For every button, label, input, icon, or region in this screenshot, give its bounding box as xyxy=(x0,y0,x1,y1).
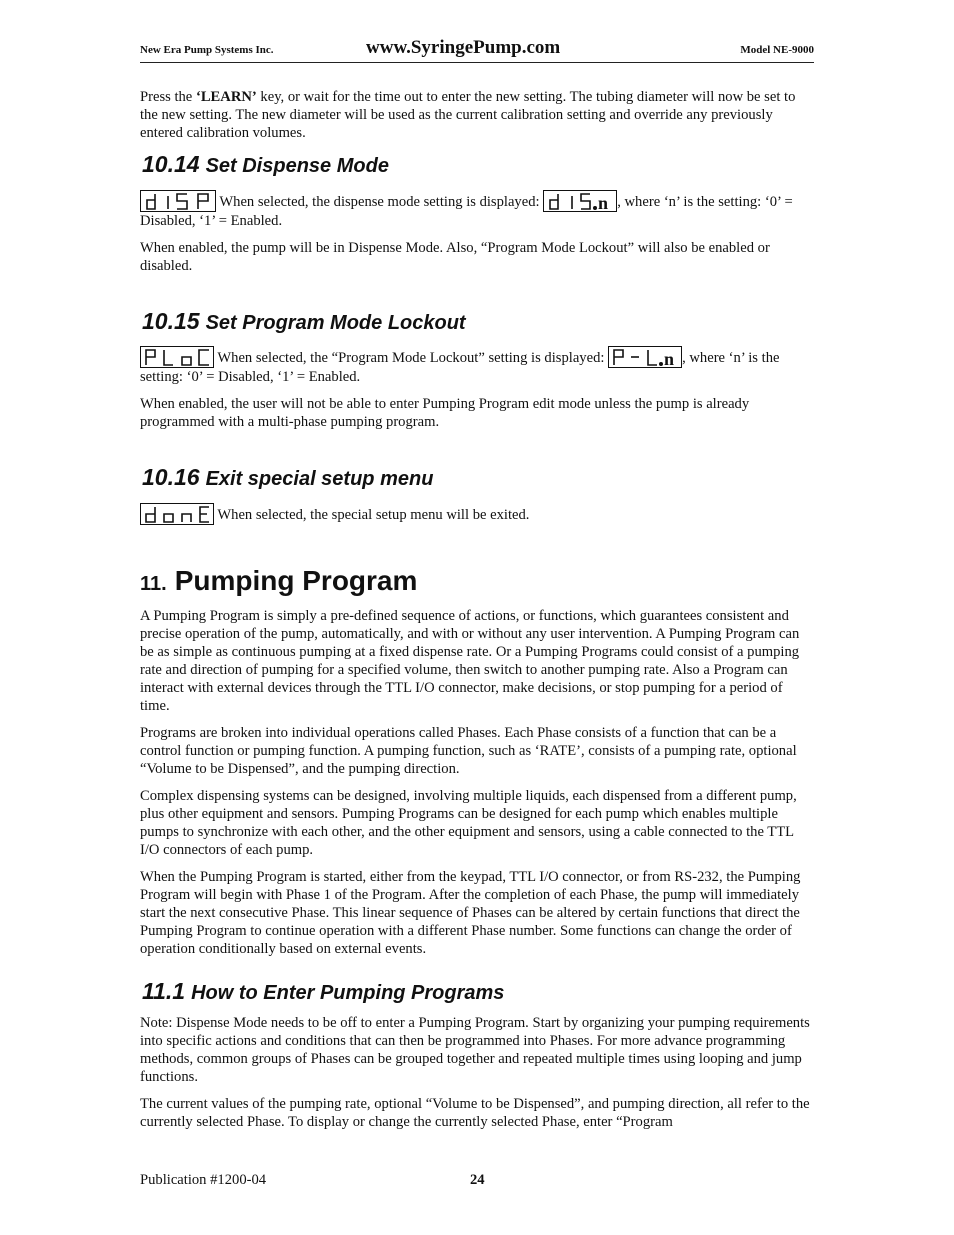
section-number: 10.14 xyxy=(142,151,200,177)
section-number: 11.1 xyxy=(142,978,186,1004)
lockout-line-a: When selected, the “Program Mode Lockout” setting is displayed: xyxy=(214,350,609,366)
pp-paragraph-2: Programs are broken into individual operations called Phases. Each Phase consists of a function that can be a control function or pumping function. A pumping function, such as ‘RATE’, consists of a pumping rate, optional “Volume to be Dispensed”, and the pumping direction. xyxy=(140,725,797,777)
enter-paragraph-1: Note: Dispense Mode needs to be off to enter a Pumping Program. Start by organizing your pumping requirements into specific actions and conditions that can then be programmed into Phases. For more advance programming methods, common groups of Phases can be grouped together and repeated multiple times using looping and jump functions. xyxy=(140,1015,810,1085)
dispense-mode-paragraph: When enabled, the pump will be in Dispense Mode. Also, “Program Mode Lockout” will also be enabled or disabled. xyxy=(140,240,770,274)
lockout-desc xyxy=(140,346,814,431)
svg-text:n: n xyxy=(598,193,609,211)
heading-10-15 xyxy=(142,308,466,335)
chapter-number: 11. xyxy=(140,573,167,595)
lockout-paragraph: When enabled, the user will not be able to enter Pumping Program edit mode unless the pump is already programmed with a multi-phase pumping program. xyxy=(140,396,750,430)
svg-text:n: n xyxy=(664,349,675,367)
page-number: 24 xyxy=(470,1172,485,1188)
pp-paragraph-1: A Pumping Program is simply a pre-defined sequence of actions, or functions, which guarantees consistent and precise operation of the pump, automatically, and with or without any user intervention. A Pumping Program can be as simple as continuous pumping at a fixed dispense rate. Or a Pumping Programs could consist of a pumping rate and direction of pumping for a specified volume, then switch to another pumping rate. Also a Program can interact with external devices through the TTL I/O connector, make decisions, or stop pumping for a period of time. xyxy=(140,608,800,714)
lockout-line-b: , where ‘n’ is the setting: ‘0’ = Disabled, ‘1’ = Enabled. xyxy=(140,350,780,385)
exit-desc xyxy=(140,503,814,525)
pp-paragraph-3: Complex dispensing systems can be designed, involving multiple liquids, each dispensed from a different pump, plus other equipment and sensors. Pumping Programs can be designed for each pump which enables multiple pumps to synchronize with each other, and the other equipment and sensors, using a cable connected to the TTL I/O connectors of each pump. xyxy=(140,788,797,858)
chapter-title: Pumping Program xyxy=(174,565,418,596)
pp-paragraph-4: When the Pumping Program is started, either from the keypad, TTL I/O connector, or from RS-232, the Pumping Program will begin with Phase 1 of the Program. After the completion of each Phase, the pump will immediately start the next consecutive Phase. This linear sequence of Phases can be altered by certain functions that direct the Pumping Program to continue operation with a different Phase number. Some functions can change the order of operation conditionally based on external events. xyxy=(140,869,801,957)
section-number: 10.16 xyxy=(142,464,200,490)
dispense-line-b: , where ‘n’ is the setting: ‘0’ = Disabled, ‘1’ = Enabled. xyxy=(140,194,793,229)
lcd-ploc-display xyxy=(140,346,214,368)
section-title: Exit special setup menu xyxy=(205,468,434,490)
page-header xyxy=(140,38,814,63)
exit-line: When selected, the special setup menu will be exited. xyxy=(214,507,530,523)
dispense-mode-desc xyxy=(140,190,814,275)
section-title: Set Dispense Mode xyxy=(205,155,389,177)
enter-paragraph-2: The current values of the pumping rate, optional “Volume to be Dispensed”, and pumping direction, all refer to the currently selected Phase. To display or change the currently selected Phase, enter “Program xyxy=(140,1096,810,1130)
lcd-ploc-glyphs xyxy=(141,347,213,367)
model-number: Model NE-9000 xyxy=(740,44,814,56)
section-title: How to Enter Pumping Programs xyxy=(191,982,505,1004)
heading-10-16 xyxy=(142,464,433,491)
lcd-disp-display xyxy=(140,190,216,212)
lcd-dis-n-glyphs xyxy=(544,191,616,211)
pumping-program-body xyxy=(140,607,814,958)
section-title: Set Program Mode Lockout xyxy=(205,312,466,334)
page-footer xyxy=(140,1172,814,1189)
heading-11-1 xyxy=(142,978,504,1005)
intro-paragraph xyxy=(140,88,814,142)
lcd-done-glyphs xyxy=(141,504,213,524)
lcd-done-display xyxy=(140,503,214,525)
heading-11 xyxy=(140,565,417,597)
enter-programs-body xyxy=(140,1014,814,1131)
lcd-disp-glyphs xyxy=(141,191,215,211)
learn-key: ‘LEARN’ xyxy=(195,89,257,105)
website: www.SyringePump.com xyxy=(366,37,561,58)
intro-text-a: Press the xyxy=(140,89,196,105)
lcd-dis-n-display xyxy=(543,190,617,212)
section-number: 10.15 xyxy=(142,308,200,334)
intro-text-b: key, or wait for the time out to enter the new setting. The tubing diameter will now be set to the new setting. The new diameter will be used as the current calibration setting and override any previously entered calibration volumes. xyxy=(140,89,796,141)
lcd-p-l-n-display xyxy=(608,346,682,368)
publication-number: Publication #1200-04 xyxy=(140,1172,267,1188)
lcd-p-l-n-glyphs xyxy=(609,347,681,367)
heading-10-14 xyxy=(142,151,389,178)
company-name: New Era Pump Systems Inc. xyxy=(140,44,274,56)
dispense-line-a: When selected, the dispense mode setting is displayed: xyxy=(216,194,544,210)
